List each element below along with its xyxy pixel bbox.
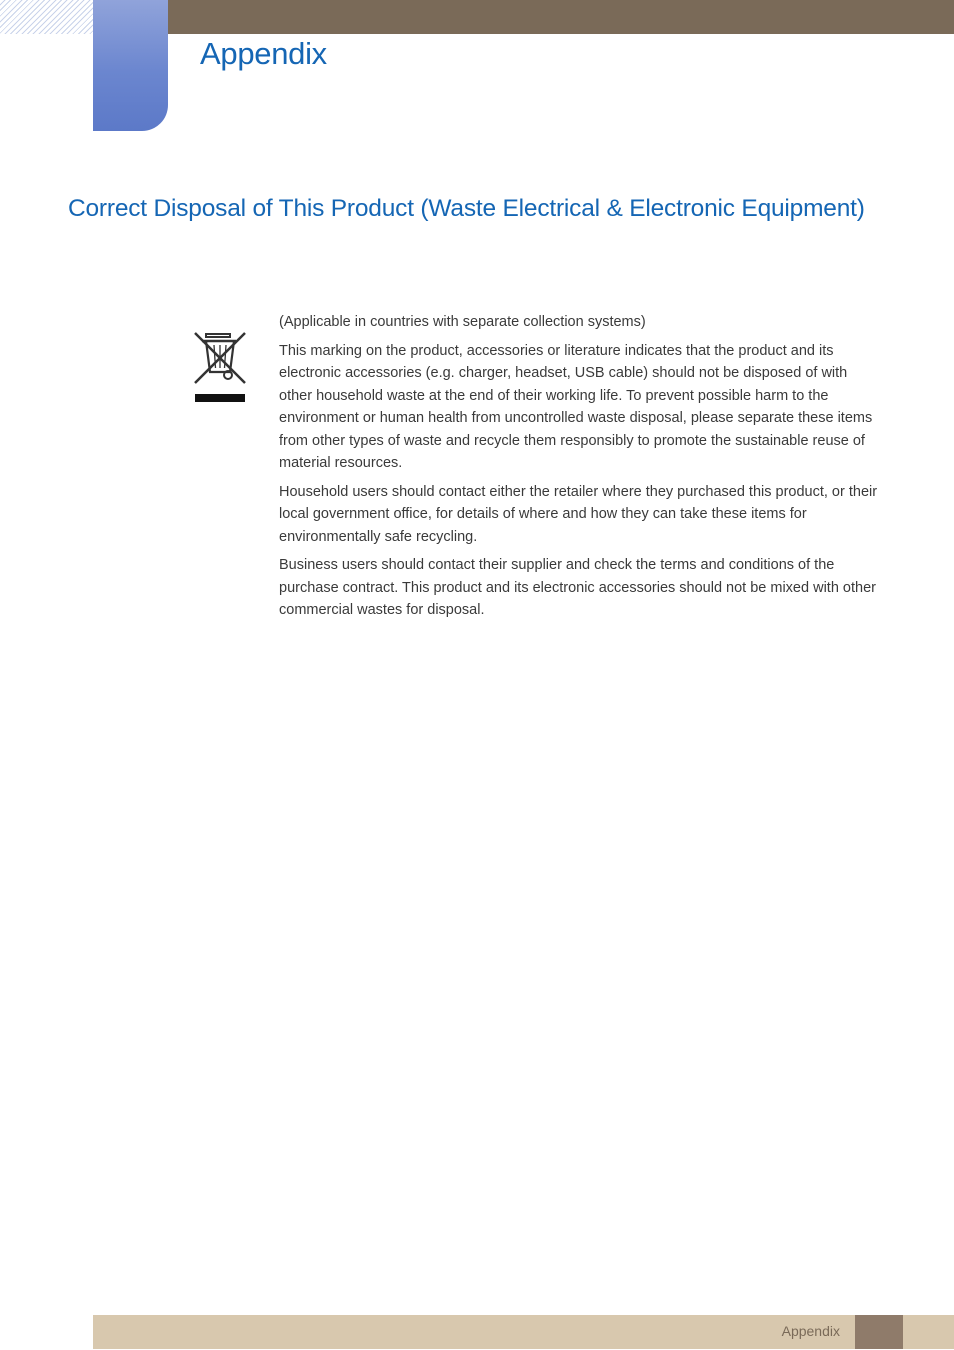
disposal-text — [279, 311, 883, 628]
footer-section-label: Appendix — [781, 1323, 840, 1339]
header-hatch-pattern — [0, 0, 93, 34]
section-title: Correct Disposal of This Product (Waste Electrical & Electronic Equipment) — [68, 195, 865, 222]
paragraph-marking: This marking on the product, accessories or literature indicates that the product and its electronic accessories (e.g. charger, headset, USB cable) should not be disposed of with other household waste at the end of their working life. To prevent possible harm to the environment or human health from uncontrolled waste disposal, please separate these items from other types of waste and recycle them responsibly to promote the sustainable reuse of material resources. — [279, 342, 873, 471]
page-number-box — [855, 1315, 903, 1349]
paragraph-household-users: Household users should contact either the retailer where they purchased this product, or their local government office, for details of where and how they can take these items for environmentally safe recycling. — [279, 483, 878, 545]
crossed-out-wheelie-bin-icon — [192, 330, 248, 406]
paragraph-business-users: Business users should contact their supplier and check the terms and conditions of the purchase contract. This product and its electronic accessories should not be mixed with other commercial wastes for disposal. — [279, 557, 876, 618]
header-bar — [168, 0, 954, 34]
paragraph-applicability: (Applicable in countries with separate collection systems) — [279, 314, 646, 330]
chapter-title: Appendix — [200, 36, 327, 71]
chapter-tab — [93, 0, 168, 131]
